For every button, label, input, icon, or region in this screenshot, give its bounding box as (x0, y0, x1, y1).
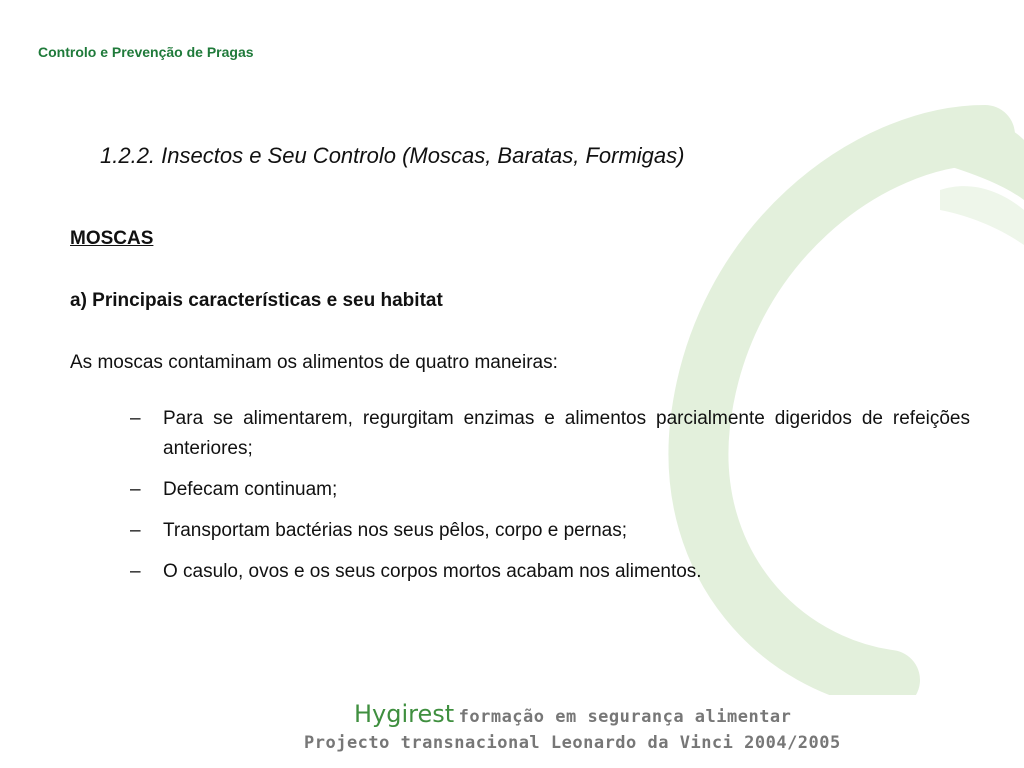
bullet-item (130, 557, 970, 587)
dash-bullet-icon: – (130, 479, 141, 500)
section-heading: MOSCAS (70, 228, 154, 249)
bullet-text: Transportam bactérias nos seus pêlos, corpo e pernas; (163, 520, 627, 541)
bullet-item (130, 516, 970, 546)
dash-bullet-icon: – (130, 520, 141, 541)
intro-paragraph: As moscas contaminam os alimentos de quatro maneiras: (70, 352, 558, 373)
bullet-item (130, 475, 970, 505)
bullet-text: O casulo, ovos e os seus corpos mortos acabam nos alimentos. (163, 561, 702, 582)
brand-tagline: formação em segurança alimentar (458, 707, 792, 727)
slide-title: 1.2.2. Insectos e Seu Controlo (Moscas, Baratas, Formigas) (100, 143, 685, 168)
dash-bullet-icon: – (130, 561, 141, 582)
subheading: a) Principais características e seu habitat (70, 290, 443, 311)
dash-bullet-icon: – (130, 408, 141, 429)
bullet-text: Para se alimentarem, regurgitam enzimas e alimentos parcialmente digeridos de refeições anteriores; (163, 408, 970, 459)
slide-content (70, 226, 970, 598)
bullet-list (70, 404, 970, 587)
bullet-item (130, 404, 970, 464)
bullet-text: Defecam continuam; (163, 479, 338, 500)
brand-logo-text: Hygirest (354, 700, 455, 728)
footer-brand-line (354, 700, 791, 728)
project-caption: Projecto transnacional Leonardo da Vinci 2004/2005 (304, 733, 841, 753)
header-title: Controlo e Prevenção de Pragas (38, 44, 254, 60)
